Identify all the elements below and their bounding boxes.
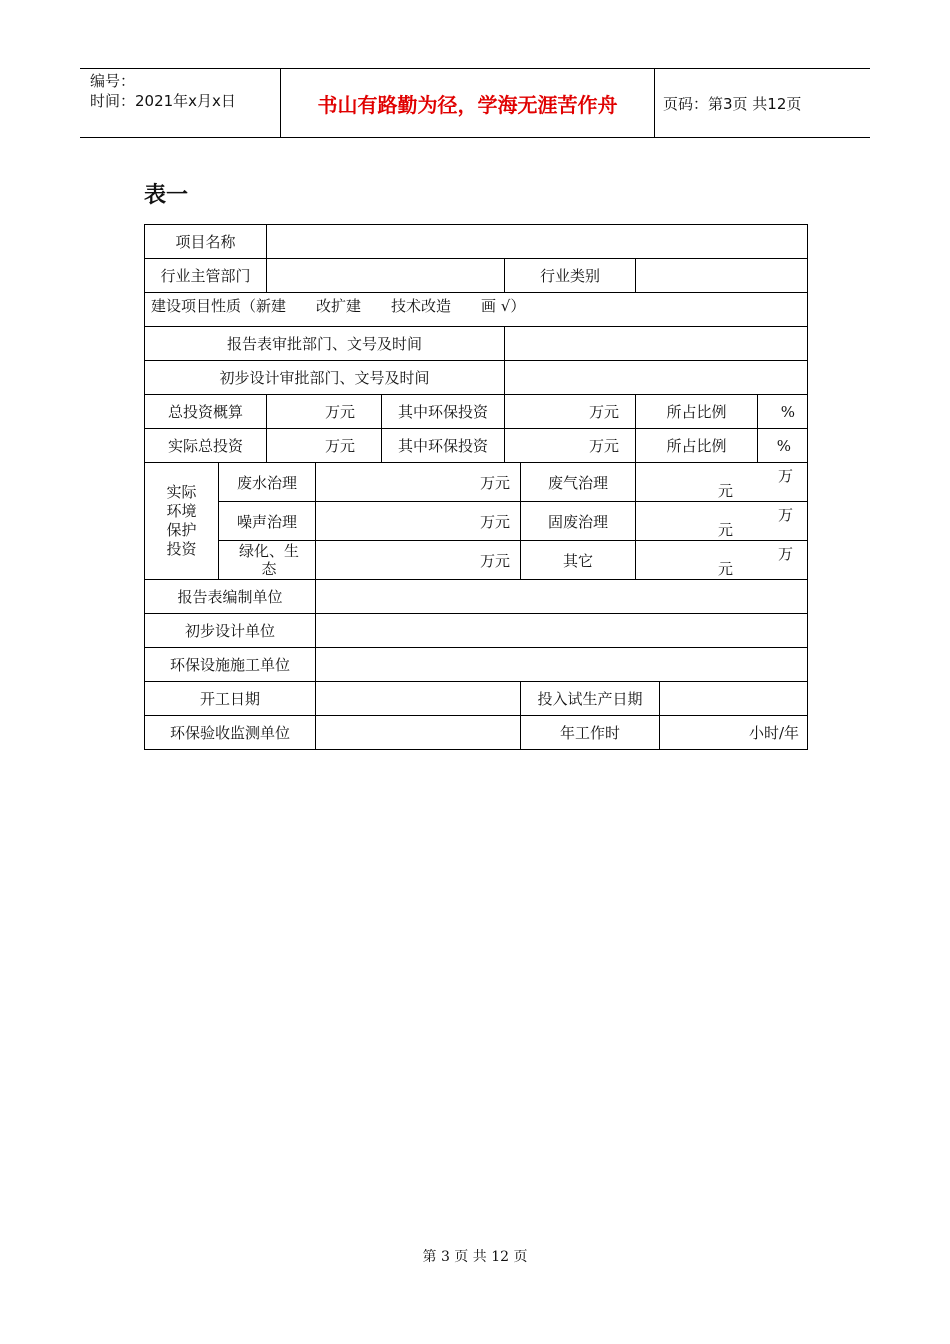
table-row: [145, 463, 808, 502]
page-header: [80, 68, 870, 138]
construction-unit-value[interactable]: [316, 648, 808, 682]
design-unit-value[interactable]: [316, 614, 808, 648]
greening-unit: 万元: [316, 541, 521, 580]
table-row: [145, 395, 808, 429]
noise-label: 噪声治理: [219, 502, 316, 541]
report-unit-value[interactable]: [316, 580, 808, 614]
project-name-label: 项目名称: [145, 225, 267, 259]
greening-label: 绿化、生态: [219, 541, 316, 580]
wastewater-label: 废水治理: [219, 463, 316, 502]
table-row: [145, 716, 808, 750]
table-title: 表一: [144, 183, 189, 208]
start-date-label: 开工日期: [145, 682, 316, 716]
time-label: 时间：2021年x月x日: [90, 92, 236, 110]
wan-text: 万: [778, 506, 794, 524]
total-budget-label: 总投资概算: [145, 395, 267, 429]
yuan-text: 元: [718, 521, 734, 539]
report-approval-value[interactable]: [505, 327, 808, 361]
yuan-text: 元: [718, 560, 734, 578]
header-meta: [80, 69, 280, 137]
report-unit-label: 报告表编制单位: [145, 580, 316, 614]
design-unit-label: 初步设计单位: [145, 614, 316, 648]
construction-unit-label: 环保设施施工单位: [145, 648, 316, 682]
page-footer: 第 3 页 共 12 页: [422, 1249, 528, 1265]
industry-type-value[interactable]: [636, 259, 808, 293]
actual-total-unit: 万元: [267, 429, 382, 463]
yuan-text: 元: [718, 482, 734, 500]
table-row: [145, 327, 808, 361]
ratio-label: 所占比例: [636, 395, 758, 429]
report-approval-label: 报告表审批部门、文号及时间: [145, 327, 505, 361]
wan-text: 万: [778, 467, 794, 485]
ratio-unit: %: [758, 395, 808, 429]
number-label: 编号：: [90, 72, 136, 90]
actual-env-label: 实际环境保护投资: [145, 463, 219, 580]
table-row: [145, 259, 808, 293]
table-row: [145, 502, 808, 541]
table-row: [145, 361, 808, 395]
actual-env-invest-label: 其中环保投资: [382, 429, 505, 463]
project-nature: 建设项目性质（新建 改扩建 技术改造 画 √）: [145, 293, 808, 327]
actual-total-label: 实际总投资: [145, 429, 267, 463]
trial-date-label: 投入试生产日期: [521, 682, 660, 716]
design-approval-label: 初步设计审批部门、文号及时间: [145, 361, 505, 395]
trial-date-value[interactable]: [660, 682, 808, 716]
annual-hours-unit: 小时/年: [660, 716, 808, 750]
table-row: [145, 429, 808, 463]
start-date-value[interactable]: [316, 682, 521, 716]
env-invest-label: 其中环保投资: [382, 395, 505, 429]
waste-gas-unit: [636, 463, 808, 502]
table-row: [145, 648, 808, 682]
solid-waste-unit: [636, 502, 808, 541]
table-row: [145, 541, 808, 580]
monitor-unit-value[interactable]: [316, 716, 521, 750]
header-page-label: 页码：第3页 共12页: [663, 94, 802, 113]
table-row: [145, 225, 808, 259]
table-row: [145, 682, 808, 716]
waste-gas-label: 废气治理: [521, 463, 636, 502]
other-unit: [636, 541, 808, 580]
header-motto: 书山有路勤为径，学海无涯苦作舟: [280, 69, 655, 137]
actual-ratio-label: 所占比例: [636, 429, 758, 463]
table-row: [145, 293, 808, 327]
total-budget-unit: 万元: [267, 395, 382, 429]
industry-type-label: 行业类别: [505, 259, 636, 293]
design-approval-value[interactable]: [505, 361, 808, 395]
other-label: 其它: [521, 541, 636, 580]
wastewater-unit: 万元: [316, 463, 521, 502]
annual-hours-label: 年工作时: [521, 716, 660, 750]
project-table: [144, 224, 807, 750]
actual-env-invest-unit: 万元: [505, 429, 636, 463]
industry-dept-label: 行业主管部门: [145, 259, 267, 293]
solid-waste-label: 固废治理: [521, 502, 636, 541]
table-row: [145, 614, 808, 648]
env-invest-unit: 万元: [505, 395, 636, 429]
industry-dept-value[interactable]: [267, 259, 505, 293]
actual-ratio-unit: %: [758, 429, 808, 463]
monitor-unit-label: 环保验收监测单位: [145, 716, 316, 750]
table-row: [145, 580, 808, 614]
noise-unit: 万元: [316, 502, 521, 541]
project-name-value[interactable]: [267, 225, 808, 259]
wan-text: 万: [778, 545, 794, 563]
